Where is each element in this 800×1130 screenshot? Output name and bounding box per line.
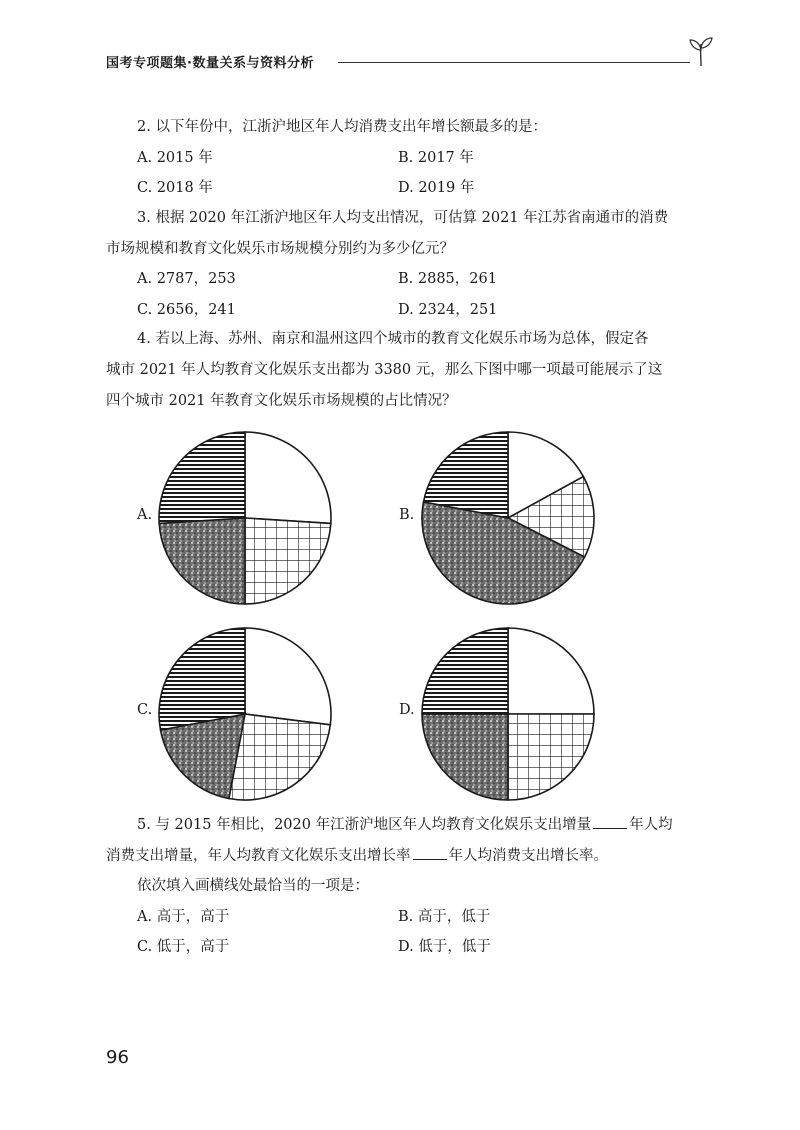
q5-blank-1[interactable] (593, 814, 627, 829)
pie-a-white-slice (245, 432, 331, 523)
header-title: 国考专项题集·数量关系与资料分析 (106, 56, 314, 71)
pie-c-striped-slice (159, 628, 245, 730)
pie-chart-c[interactable] (155, 624, 335, 804)
q5-stem-line-2 (106, 844, 608, 865)
q3-option-d[interactable]: D. 2324，251 (398, 302, 498, 318)
q5-stem-line-1a: 5. 与 2015 年相比，2020 年江浙沪地区年人均教育文化娱乐支出增量 (137, 817, 592, 833)
pie-a-dotted-slice (159, 518, 245, 604)
q3-option-c[interactable]: C. 2656，241 (137, 302, 236, 318)
pie-d-grid-slice (508, 714, 594, 800)
q5-stem-line-2a: 消费支出增量，年人均教育文化娱乐支出增长率 (106, 848, 411, 864)
q4-stem-line-3: 四个城市 2021 年教育文化娱乐市场规模的占比情况？ (106, 393, 457, 409)
pie-b-striped-slice (424, 432, 508, 518)
q2-option-a[interactable]: A. 2015 年 (137, 150, 213, 166)
pie-a-label[interactable]: A. (137, 507, 153, 523)
pie-d-white-slice (508, 628, 594, 714)
header-rule (338, 62, 690, 63)
q5-option-c[interactable]: C. 低于，高于 (137, 939, 230, 955)
q2-stem: 2. 以下年份中，江浙沪地区年人均消费支出年增长额最多的是： (137, 119, 547, 135)
pie-d-striped-slice (422, 628, 508, 714)
running-header (106, 50, 706, 74)
q5-option-b[interactable]: B. 高于，低于 (398, 909, 491, 925)
q4-stem-line-2: 城市 2021 年人均教育文化娱乐支出都为 3380 元，那么下图中哪一项最可能展示了这 (106, 362, 663, 378)
q5-blank-2[interactable] (413, 845, 447, 860)
pie-chart-b[interactable] (418, 428, 598, 608)
pie-d-dotted-slice (422, 714, 508, 800)
pie-chart-a[interactable] (155, 428, 335, 608)
pie-a-grid-slice (245, 518, 331, 604)
pie-c-white-slice (245, 628, 331, 725)
pie-c-grid-slice (229, 714, 330, 800)
q2-option-d[interactable]: D. 2019 年 (398, 180, 475, 196)
q3-option-a[interactable]: A. 2787，253 (137, 271, 236, 287)
q3-stem-line-1: 3. 根据 2020 年江浙沪地区年人均支出情况，可估算 2021 年江苏省南通市的消费 (137, 210, 669, 226)
q4-stem-line-1: 4. 若以上海、苏州、南京和温州这四个城市的教育文化娱乐市场为总体，假定各 (137, 331, 649, 347)
q5-stem-line-2b: 年人均消费支出增长率。 (448, 848, 608, 864)
q5-stem-line-1 (137, 813, 673, 834)
q5-stem-line-3: 依次填入画横线处最恰当的一项是： (137, 878, 369, 894)
sprout-icon (686, 36, 716, 68)
page-number: 96 (106, 1047, 129, 1068)
q2-option-c[interactable]: C. 2018 年 (137, 180, 213, 196)
q5-option-a[interactable]: A. 高于，高于 (137, 909, 230, 925)
q3-option-b[interactable]: B. 2885，261 (398, 271, 497, 287)
q3-stem-line-2: 市场规模和教育文化娱乐市场规模分别约为多少亿元？ (106, 241, 454, 257)
q5-stem-line-1b: 年人均 (629, 817, 673, 833)
pie-c-label[interactable]: C. (137, 702, 153, 718)
pie-a-striped-slice (159, 432, 245, 523)
q2-option-b[interactable]: B. 2017 年 (398, 150, 474, 166)
pie-chart-d[interactable] (418, 624, 598, 804)
q5-option-d[interactable]: D. 低于，低于 (398, 939, 491, 955)
pie-b-label[interactable]: B. (399, 507, 415, 523)
pie-d-label[interactable]: D. (399, 702, 415, 718)
